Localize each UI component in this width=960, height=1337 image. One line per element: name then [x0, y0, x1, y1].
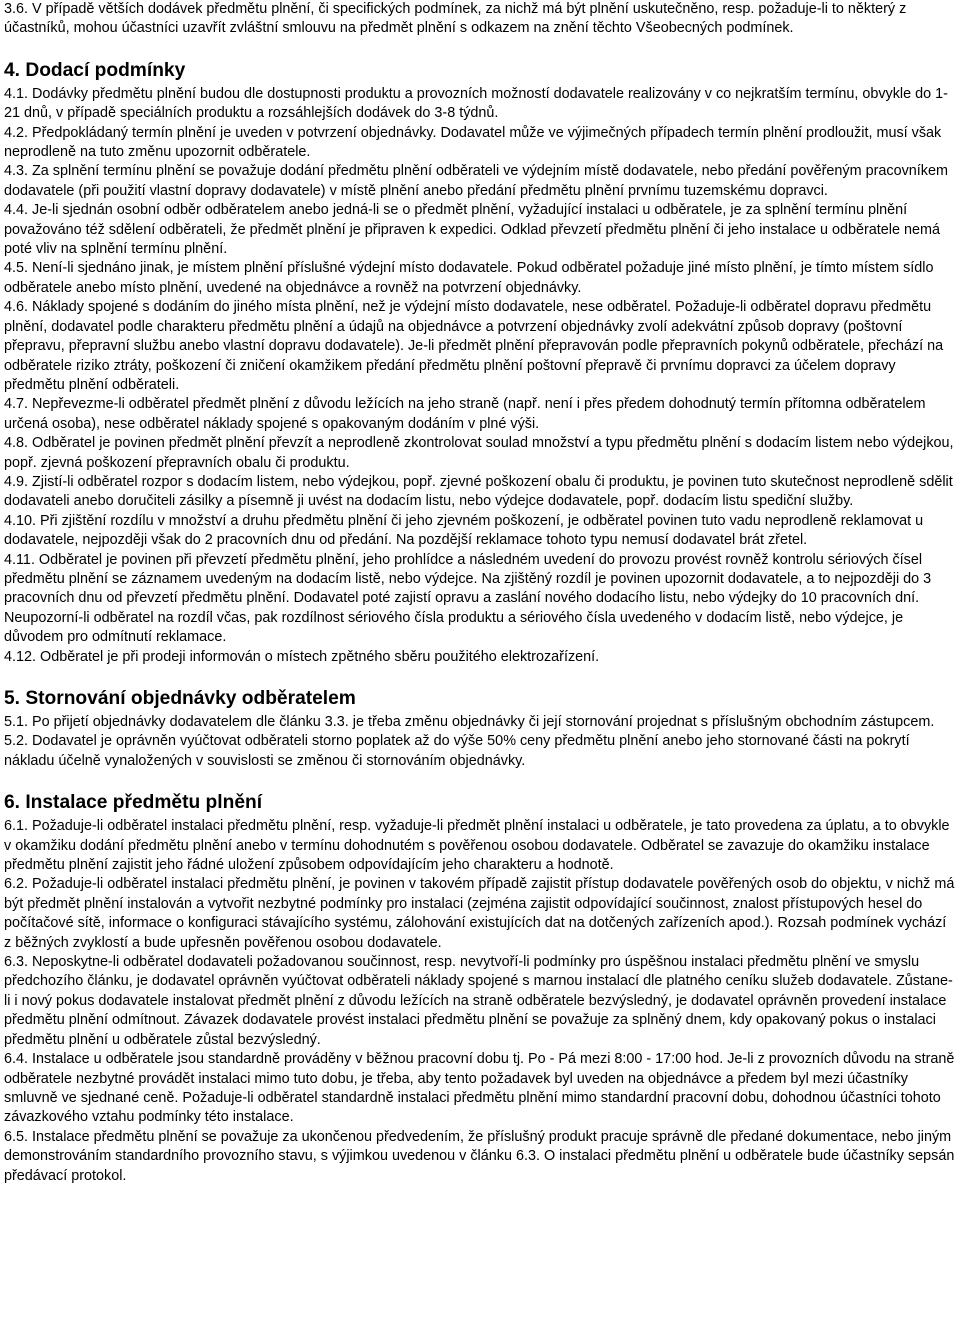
- paragraph-4-9: 4.9. Zjistí-li odběratel rozpor s dodacím listem, nebo výdejkou, popř. zjevné poškození obalu či produktu, je povinen tuto skutečnost neprodleně sdělit dodavateli anebo doručiteli zásilky a písemně ji uvést na dodacím listu, nebo výdejce dodavatele, popř. dodacím listu spediční služby.: [4, 473, 953, 510]
- paragraph-4-6: 4.6. Náklady spojené s dodáním do jiného místa plnění, než je výdejní místo dodavatele, nese odběratel. Požaduje-li odběratel dopravu předmětu plnění, dodavatel podle charakteru předmětu plnění a údajů na objednávce a potvrzení objednávky zvolí adekvátní způsob dopravy (poštovní přepravu, přepravní službu anebo vlastní dopravu dodavatele). Je-li předmět plnění přepravován podle přepravních pokynů odběratele, přechází na odběratele riziko ztráty, poškození či zničení okamžikem předání předmětu plnění poštovní přepravě či prvnímu dopravci za účelem dopravy předmětu plnění odběrateli.: [4, 299, 944, 393]
- paragraph-4-1: 4.1. Dodávky předmětu plnění budou dle dostupnosti produktu a provozních možností dodavatele realizovány v co nejkratším termínu, obvykle do 1-21 dnů, v případě speciálních produktu a rozsáhlejších dodávek do 3-8 týdnů.: [4, 85, 948, 122]
- section-5-heading: 5. Stornování objednávky odběratelem: [4, 688, 356, 709]
- paragraph-6-3: 6.3. Neposkytne-li odběratel dodavateli požadovanou součinnost, resp. nevytvoří-li podmínky pro úspěšnou instalaci předmětu plnění ve smyslu předchozího článku, je dodavatel oprávněn vyúčtovat odběrateli náklady spojené s marnou instalací dle platného ceníku služeb dodavatele. Zůstane-li i nový pokus dodavatele instalovat předmět plnění z důvodu ležících na straně odběratele bezvýsledný, je dodavatel oprávněn provedení instalace předmětu plnění odmítnout. Závazek dodavatele provést instalaci předmětu plnění se považuje za splněný dnem, kdy opakovaný pokus o instalaci předmětu plnění u odběratele zůstal bezvýsledný.: [4, 954, 953, 1048]
- section-6-heading: 6. Instalace předmětu plnění: [4, 792, 263, 814]
- paragraph-4-8: 4.8. Odběratel je povinen předmět plnění převzít a neprodleně zkontrolovat soulad množství a typu předmětu plnění s dodacím listem nebo výdejkou, popř. zjevná poškození přepravních obalu či produktu.: [4, 435, 954, 471]
- paragraph-3-6: 3.6. V případě větších dodávek předmětu plnění, či specifických podmínek, za nichž má být plnění uskutečněno, resp. požaduje-li to některý z účastníků, mohou účastníci uzavřít zvláštní smlouvu na předmět plnění s odkazem na znění těchto Všeobecných podmínek.: [4, 1, 907, 37]
- paragraph-4-2: 4.2. Předpokládaný termín plnění je uveden v potvrzení objednávky. Dodavatel může ve výjimečných případech termín plnění prodloužit, musí však neprodleně na tuto změnu upozornit odběratele.: [4, 124, 942, 161]
- paragraph-5-1: 5.1. Po přijetí objednávky dodavatelem dle článku 3.3. je třeba změnu objednávky či její stornování projednat s příslušným obchodním zástupcem.: [4, 714, 935, 730]
- paragraph-4-10: 4.10. Při zjištění rozdílu v množství a druhu předmětu plnění či jeho zjevném poškození, je odběratel povinen tuto vadu neprodleně reklamovat u dodavatele, nejpozději však do 2 pracovních dnu od předání. Na pozdější reklamace tohoto typu nemusí dodavatel brát zřetel.: [4, 512, 924, 549]
- paragraph-6-2: 6.2. Požaduje-li odběratel instalaci předmětu plnění, je povinen v takovém případě zajistit přístup dodavatele pověřených osob do objektu, v nichž má být předmět plnění instalován a vytvořit nezbytné podmínky pro instalaci (zejména zajistit odpovídající součinnost, znalost přístupových hesel do počítačové sítě, informace o konfiguraci stávajícího systému, zálohování existujících dat na dotčených zařízeních apod.). Rozsah podmínek vychází z běžných zvyklostí a bude upřesněn pověřenou osobou dodavatele.: [4, 876, 955, 951]
- paragraph-4-12: 4.12. Odběratel je při prodeji informován o místech zpětného sběru použitého elektrozařízení.: [4, 648, 600, 665]
- paragraph-4-5: 4.5. Není-li sjednáno jinak, je místem plnění příslušné výdejní místo dodavatele. Pokud odběratel požaduje jiné místo plnění, je tímto místem sídlo odběratele anebo místo plnění, uvedené na objednávce a rovněž na potvrzení objednávky.: [4, 260, 934, 296]
- paragraph-4-3: 4.3. Za splnění termínu plnění se považuje dodání předmětu plnění odběrateli ve výdejním místě dodavatele, nebo předání pověřeným pracovníkem dodavatele (při použití vlastní dopravy dodavatele) v místě plnění anebo předání předmětu plnění prvnímu tuzemskému dopravci.: [4, 163, 948, 199]
- paragraph-4-4: 4.4. Je-li sjednán osobní odběr odběratelem anebo jedná-li se o předmět plnění, vyžadující instalaci u odběratele, je za splnění termínu plnění považováno též sdělení odběrateli, že předmět plnění je připraven k expedici. Odklad převzetí předmětu plnění či jeho instalace u odběratele nemá poté vliv na splnění termínu plnění.: [4, 202, 940, 258]
- paragraph-4-11: 4.11. Odběratel je povinen při převzetí předmětu plnění, jeho prohlídce a následném uvedení do provozu provést rovněž kontrolu sériových čísel předmětu plnění se záznamem uvedeným na dodacím listě, nebo výdejce. Na zjištěný rozdíl je povinen upozornit dodavatele, a to nejpozději do 3 pracovních dnu od převzetí předmětu plnění. Dodavatel poté zajistí opravu a zaslání nového dodacího listu, nebo výdejky do 10 pracovních dní. Neupozorní-li odběratel na rozdíl včas, pak rozdílnost sériového čísla produktu a sériového čísla uvedeného v dodacím listě, nebo výdejce, je důvodem pro odmítnutí reklamace.: [4, 551, 932, 646]
- paragraph-6-5: 6.5. Instalace předmětu plnění se považuje za ukončenou předvedením, že příslušný produkt pracuje správně dle předané dokumentace, nebo jiným demonstrováním standardního provozního stavu, s výjimkou uvedenou v článku 6.3. O instalaci předmětu plnění u odběratele bude účastníky sepsán předávací protokol.: [4, 1128, 955, 1184]
- paragraph-6-4: 6.4. Instalace u odběratele jsou standardně prováděny v běžnou pracovní dobu tj. Po - Pá mezi 8:00 - 17:00 hod. Je-li z provozních důvodu na straně odběratele nezbytné provádět instalaci mimo tuto dobu, je třeba, aby tento požadavek byl uveden na objednávce a předem byl mezi účastníky smluvně ve sjednané ceně. Požaduje-li odběratel standardně instalaci předmětu plnění mimo standardní pracovní dobu, dohodnou účastníci tohoto závazkového vztahu podmínky této instalace.: [4, 1051, 955, 1126]
- paragraph-5-2: 5.2. Dodavatel je oprávněn vyúčtovat odběrateli storno poplatek až do výše 50% ceny předmětu plnění anebo jeho stornované části na pokrytí nákladu účelně vynaložených v souvislosti se změnou či stornováním objednávky.: [4, 733, 910, 769]
- paragraph-6-1: 6.1. Požaduje-li odběratel instalaci předmětu plnění, resp. vyžaduje-li předmět plnění instalaci u odběratele, je tato provedena za úplatu, a to obvykle v okamžiku dodání předmětu plnění anebo v termínu dohodnutém s pověřenou osobou dodavatele. Odběratel se zavazuje do okamžiku instalace předmětu plnění zajistit jeho řádné uložení způsobem odpovídajícím jeho charakteru a hodnotě.: [4, 818, 950, 874]
- section-4-heading: 4. Dodací podmínky: [4, 59, 186, 81]
- paragraph-4-7: 4.7. Nepřevezme-li odběratel předmět plnění z důvodu ležících na jeho straně (např. není i přes předem dohodnutý termín přítomna odběratelem určená osoba), nese odběratel náklady spojené s opakovaným dodáním v plné výši.: [4, 396, 926, 432]
